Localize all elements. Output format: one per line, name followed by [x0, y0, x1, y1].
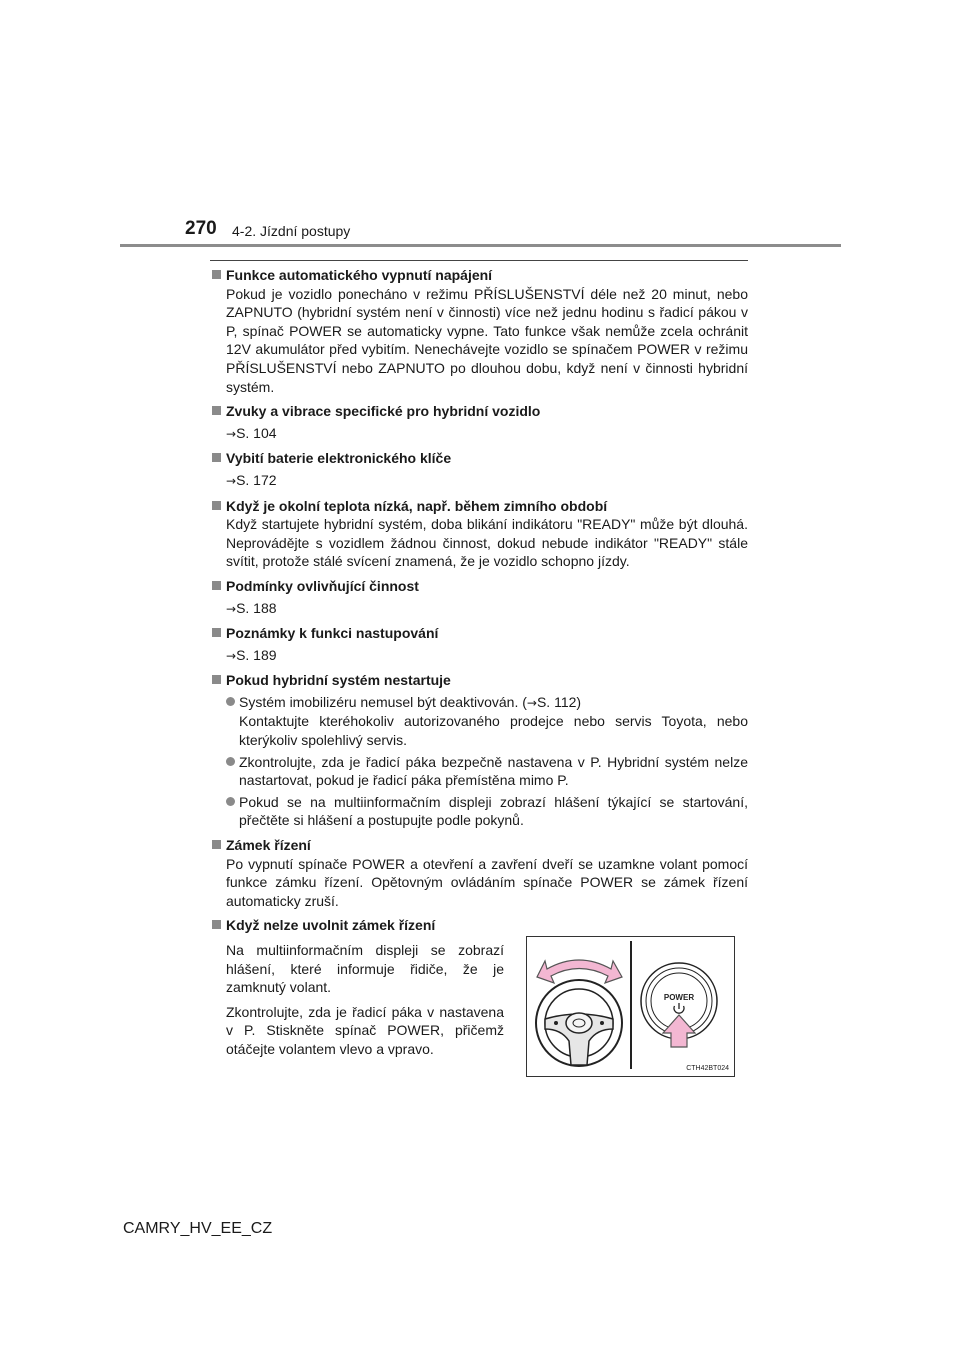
bullet-item: Pokud se na multiinformačním displeji zobrazí hlášení týkající se startování, přečtěte si hlášení a postupujte podle pokynů. [210, 793, 748, 830]
section-heading: Vybití baterie elektronického klíče [210, 449, 748, 468]
bullet-continuation: Kontaktujte kteréhokoliv autorizovaného prodejce nebo servis Toyota, nebo kterýkoliv spolehlivý servis. [239, 713, 748, 749]
section-heading: Zámek řízení [210, 836, 748, 855]
illustration-figure [526, 936, 735, 1077]
section-sounds-vibrations [210, 402, 748, 443]
bullet-item: Systém imobilizéru nemusel být deaktivován. (→S. 112) Kontaktujte kteréhokoliv autorizovaného prodejce nebo servis Toyota, nebo kterýkoliv spolehlivý servis. [210, 693, 748, 750]
section-entry-notes [210, 624, 748, 665]
figure-code: CTH42BT024 [686, 1065, 729, 1072]
section-heading: Když je okolní teplota nízká, např. během zimního období [210, 497, 748, 516]
arrow-right-icon: → [226, 426, 237, 441]
chapter-title: 4-2. Jízdní postupy [232, 223, 351, 239]
document-code: CAMRY_HV_EE_CZ [123, 1220, 273, 1237]
page-number: 270 [185, 218, 217, 239]
page-reference: →S. 172 [226, 471, 277, 488]
section-heading: Zvuky a vibrace specifické pro hybridní vozidlo [210, 402, 748, 421]
bullet-item: Zkontrolujte, zda je řadicí páka bezpečně nastavena v P. Hybridní systém nelze nastartovat, pokud je řadicí páka přemístěna mimo P. [210, 753, 748, 790]
page-reference: →S. 189 [226, 646, 277, 663]
section-heading: Pokud hybridní systém nestartuje [210, 671, 748, 690]
section-divider [210, 260, 748, 261]
arrow-right-icon: → [226, 473, 237, 488]
section-system-not-starting [210, 671, 748, 830]
header-divider [120, 244, 841, 247]
section-heading: Funkce automatického vypnutí napájení [210, 266, 748, 285]
section-text: Po vypnutí spínače POWER a otevření a zavření dveří se uzamkne volant pomocí funkce zámku řízení. Opětovným ovládáním spínače POWER se zámek řízení automaticky zruší. [226, 855, 748, 909]
arrow-right-icon: → [526, 695, 537, 710]
paragraph: Zkontrolujte, zda je řadicí páka v nastavena v P. Stiskněte spínač POWER, přičemž otáčejte volantem vlevo a vpravo. [226, 1003, 504, 1057]
section-operating-conditions [210, 577, 748, 618]
arrow-right-icon: → [226, 648, 237, 663]
svg-text:POWER: POWER [663, 993, 695, 1002]
page-reference: →S. 188 [226, 599, 277, 616]
section-heading: Poznámky k funkci nastupování [210, 624, 748, 643]
page-reference: →S. 104 [226, 424, 277, 441]
section-text [210, 941, 504, 1059]
steering-and-power-illustration [527, 937, 734, 1076]
section-text: Když startujete hybridní systém, doba blikání indikátoru "READY" může být dlouhá. Neprovádějte s vozidlem žádnou činnost, dokud nebude indikátor "READY" stále svítit, protože stálé svícení znamená, že je vozidlo schopno jízdy. [226, 516, 748, 570]
section-steering-lock [210, 836, 748, 910]
steering-wheel-icon [536, 980, 622, 1066]
section-heading: Když nelze uvolnit zámek řízení [210, 916, 748, 935]
paragraph: Na multiinformačním displeji se zobrazí hlášení, které informuje řidiče, že je zamknutý volant. [226, 942, 504, 996]
arrow-right-icon: → [226, 601, 237, 616]
section-text: Pokud je vozidlo ponecháno v režimu PŘÍSLUŠENSTVÍ déle než 20 minut, nebo ZAPNUTO (hybridní systém není v činnosti) více než jednu hodinu s řadicí pákou v P, spínač POWER se automaticky vypne. Tato funkce však nemůže zcela ochránit 12V akumulátor před vybitím. Nenechávejte vozidlo se spínačem POWER v režimu PŘÍSLUŠENSTVÍ nebo ZAPNUTO po dlouhou dobu, když není v činnosti hybridní systém. [226, 285, 748, 395]
section-low-temperature [210, 497, 748, 571]
section-key-battery [210, 449, 748, 490]
section-auto-power-off [210, 266, 748, 396]
section-heading: Podmínky ovlivňující činnost [210, 577, 748, 596]
